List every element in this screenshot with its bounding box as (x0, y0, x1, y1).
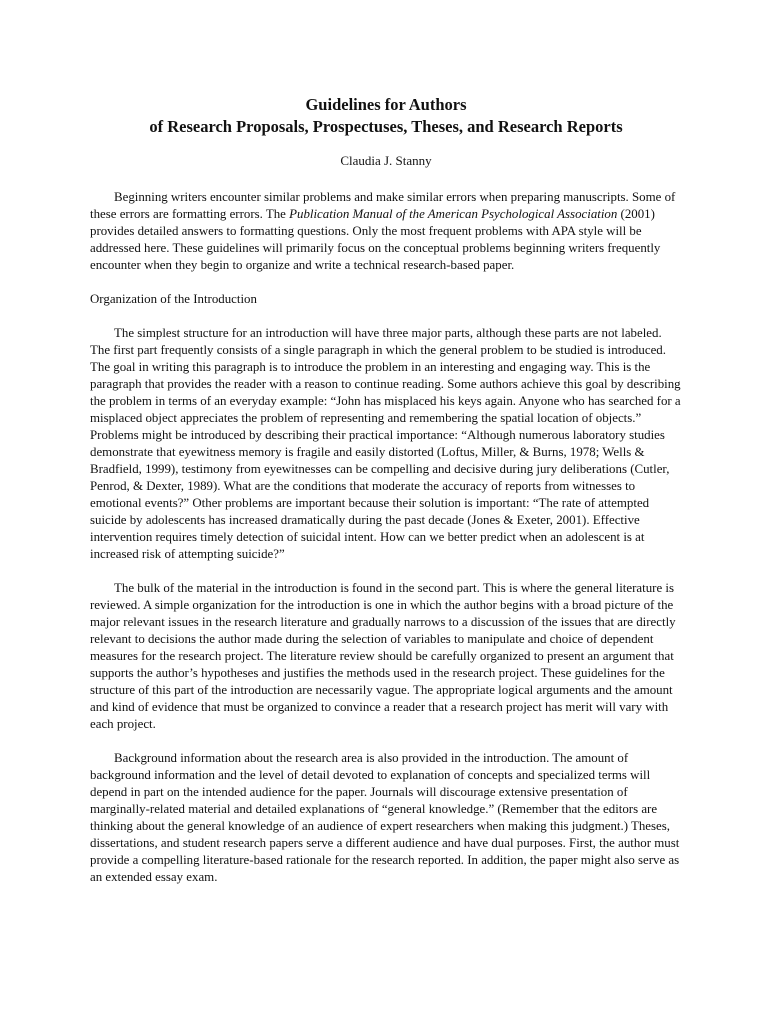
document-title (90, 94, 682, 138)
document-page (90, 94, 682, 903)
section-heading: Organization of the Introduction (90, 292, 257, 306)
intro-text-end: (2001) provides detailed answers to formatting questions. Only the most frequent problems with APA style will be addressed here. These guidelines will primarily focus on the conceptual problems beginning writers frequently encounter when they begin to organize and write a technical research-based paper. (90, 207, 661, 272)
author-name: Claudia J. Stanny (340, 153, 432, 168)
body-paragraph: The simplest structure for an introduction will have three major parts, although these parts are not labeled. The first part frequently consists of a single paragraph in which the general problem to be studied is introduced. The goal in writing this paragraph is to introduce the problem in an interesting and engaging way. This is the paragraph that provides the reader with a reason to continue reading. Some authors achieve this goal by describing the problem in terms of an everyday example: “John has misplaced his keys again. Anyone who has searched for a misplaced object appreciates the problem of representing and remembering the spatial location of objects.” Problems might be introduced by describing their practical importance: “Although numerous laboratory studies demonstrate that eyewitness memory is fragile and easily distorted (Loftus, Miller, & Burns, 1978; Wells & Bradfield, 1999), testimony from eyewitnesses can be compelling and decisive during jury deliberations (Cutler, Penrod, & Dexter, 1989). What are the conditions that moderate the accuracy of reports from witnesses to emotional events?” Other problems are important because their solution is important: “The rate of attempted suicide by adolescents has increased dramatically during the past decade (Jones & Exeter, 2001). Effective intervention requires timely detection of suicidal intent. How can we better predict when an adolescent is at increased risk of attempting suicide?” (90, 326, 681, 561)
apa-manual-title: Publication Manual of the American Psychological Association (289, 207, 618, 221)
body-paragraph: Background information about the research area is also provided in the introduction. The amount of background information and the level of detail devoted to explanation of concepts and specialized terms will depend in part on the intended audience for the paper. Journals will discourage extensive presentation of marginally-related material and detailed explanations of “general knowledge.” (Remember that the editors are thinking about the general knowledge of an audience of expert researchers when making this judgment.) Theses, dissertations, and student research papers serve a different audience and have dual purposes. First, the author must provide a compelling literature-based rationale for the research reported. In addition, the paper might also serve as an extended essay exam. (90, 751, 680, 884)
body-paragraph: The bulk of the material in the introduction is found in the second part. This is where the general literature is reviewed. A simple organization for the introduction is one in which the author begins with a broad picture of the major relevant issues in the research literature and gradually narrows to a discussion of the issues that are directly relevant to decisions the author made during the selection of variables to manipulate and choice of dependent measures for the research project. The literature review should be carefully organized to present an argument that supports the author’s hypotheses and justifies the methods used in the research project. These guidelines for the structure of this part of the introduction are necessarily vague. The appropriate logical arguments and the amount and kind of evidence that must be organized to convince a reader that a research project has merit will vary with each project. (90, 581, 676, 731)
title-line-1: Guidelines for Authors (305, 95, 467, 114)
intro-paragraph (90, 189, 682, 274)
intro-text-start: Beginning writers encounter similar problems and make similar errors when preparing manuscripts. Some of these errors are formatting errors. The (90, 190, 676, 221)
title-line-2: of Research Proposals, Prospectuses, Theses, and Research Reports (149, 117, 623, 136)
